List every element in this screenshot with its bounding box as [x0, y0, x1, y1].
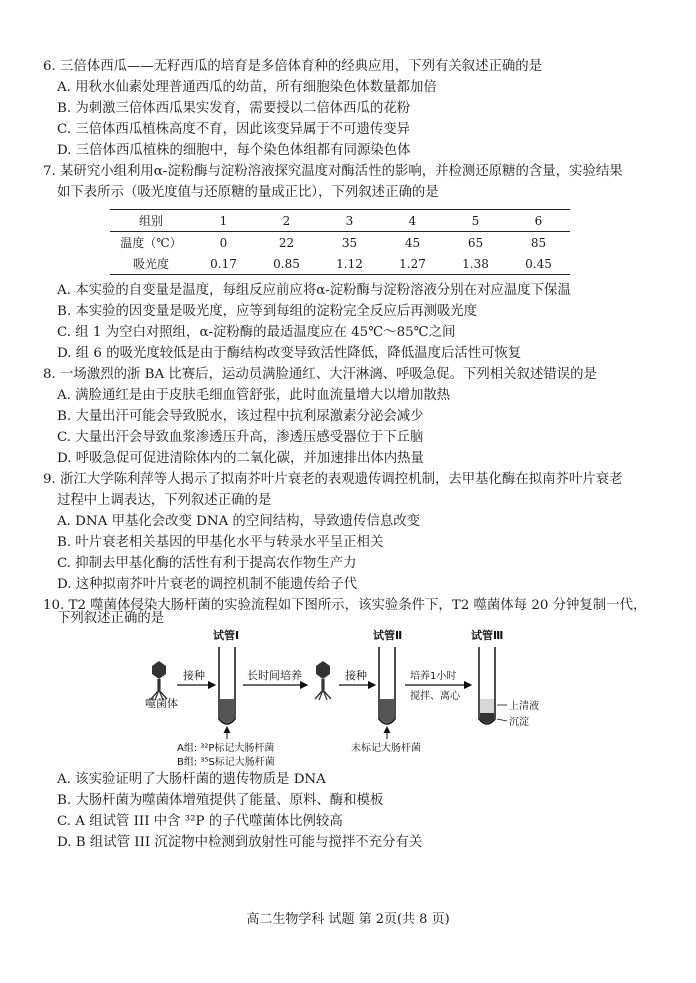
- q7-option-c: C. 组 1 为空白对照组，α-淀粉酶的最适温度应在 45℃～85℃之间: [57, 325, 456, 340]
- phage-icon: [151, 661, 167, 700]
- q9-option-b: B. 叶片衰老相关基因的甲基化水平与转录水平呈正相关: [57, 535, 384, 550]
- table-cell: 4: [381, 210, 444, 232]
- q8-option-b: B. 大量出汗可能会导致脱水，该过程中抗利尿激素分泌会减少: [57, 409, 424, 424]
- step-inoculate-2: 接种: [345, 669, 367, 682]
- q6-option-a: A. 用秋水仙素处理普通西瓜的幼苗，所有细胞染色体数量都加倍: [57, 80, 437, 95]
- q10-option-a: A. 该实验证明了大肠杆菌的遗传物质是 DNA: [57, 772, 326, 787]
- table-cell: 45: [404, 235, 421, 250]
- table-row: [110, 253, 570, 275]
- table-cell: 1: [192, 210, 255, 232]
- q7-option-d: D. 组 6 的吸光度较低是由于酶结构改变导致活性降低，降低温度后活性可恢复: [57, 346, 522, 361]
- q8-option-d: D. 呼吸急促可促进清除体内的二氧化碳，并加速排出体内热量: [57, 451, 424, 466]
- table-cell: 1.27: [381, 253, 444, 275]
- table-cell: 3: [318, 210, 381, 232]
- table-row-label: 温度（℃）: [120, 236, 182, 250]
- q7-option-b: B. 本实验的因变量是吸光度，应等到每组的淀粉完全反应后再测吸光度: [57, 304, 478, 319]
- table-cell: 1.38: [444, 253, 507, 275]
- tube2-label: 试管Ⅱ: [373, 629, 403, 642]
- table-cell: 6: [507, 210, 570, 232]
- phage-icon: [315, 661, 331, 700]
- q9-option-c: C. 抑制去甲基化酶的活性有利于提高农作物生产力: [57, 556, 357, 571]
- step-stir: 搅拌、离心: [410, 691, 460, 702]
- unlabeled-ecoli-label: 未标记大肠杆菌: [351, 743, 421, 754]
- q9-stem-line2: 过程中上调表达，下列叙述正确的是: [57, 493, 272, 508]
- q7-option-a: A. 本实验的自变量是温度，每组反应前应将α-淀粉酶与淀粉溶液分别在对应温度下保温: [57, 283, 571, 298]
- q9-option-d: D. 这种拟南芥叶片衰老的调控机制不能遗传给子代: [57, 577, 357, 592]
- table-cell: 35: [341, 235, 358, 250]
- table-row: [110, 210, 570, 232]
- q6-option-c: C. 三倍体西瓜植株高度不育，因此该变异属于不可遗传变异: [57, 122, 411, 137]
- sediment-label: 沉淀: [509, 717, 529, 728]
- q10-stem-line1: 10. T2 噬菌体侵染大肠杆菌的实验流程如下图所示，该实验条件下，T2 噬菌体每 20 分钟复制一代，: [43, 598, 647, 613]
- q8-option-c: C. 大量出汗会导致血浆渗透压升高，渗透压感受器位于下丘脑: [57, 430, 424, 445]
- table-cell: 1.12: [318, 253, 381, 275]
- test-tube-1: [219, 647, 235, 724]
- q7-stem-line2: 如下表所示（吸光度值与还原糖的量成正比），下列叙述正确的是: [57, 185, 439, 200]
- table-cell: 65: [467, 235, 484, 250]
- tube3-label: 试管Ⅲ: [471, 629, 504, 642]
- page-footer: 高二生物学科 试题 第 2页(共 8 页): [246, 912, 450, 927]
- q8-option-a: A. 满脸通红是由于皮肤毛细血管舒张，此时血流量增大以增加散热: [57, 388, 451, 403]
- q9-stem-line1: 9. 浙江大学陈利萍等人揭示了拟南芥叶片衰老的表观遗传调控机制，去甲基化酶在拟南芥叶片衰老: [43, 472, 623, 487]
- test-tube-2: [379, 647, 395, 724]
- q7-stem-line1: 7. 某研究小组利用α-淀粉酶与淀粉溶液探究温度对酶活性的影响，并检测还原糖的含量，实验结果: [43, 164, 623, 179]
- experiment-table: [110, 209, 570, 275]
- table-cell: 0.45: [507, 253, 570, 275]
- table-row-label: 组别: [110, 210, 192, 232]
- q6-stem: 6. 三倍体西瓜——无籽西瓜的培育是多倍体育种的经典应用，下列有关叙述正确的是: [43, 59, 543, 74]
- table-cell: 0.17: [192, 253, 255, 275]
- table-cell: 2: [255, 210, 318, 232]
- q10-option-d: D. B 组试管 III 沉淀物中检测到放射性可能与搅拌不充分有关: [57, 835, 423, 850]
- step-incubate: 培养1小时: [410, 671, 457, 682]
- table-cell: 22: [278, 235, 295, 250]
- step-culture: 长时间培养: [247, 669, 302, 682]
- q10-option-c: C. A 组试管 III 中含 ³²P 的子代噬菌体比例较高: [57, 814, 343, 829]
- group-a-label: A组: ³²P标记大肠杆菌: [177, 743, 275, 754]
- q8-stem: 8. 一场激烈的浙 BA 比赛后，运动员满脸通红、大汗淋漓、呼吸急促。下列相关叙述错误的是: [43, 367, 597, 382]
- table-cell: 0.85: [255, 253, 318, 275]
- group-b-label: B组: ³⁵S标记大肠杆菌: [177, 757, 275, 768]
- test-tube-3: [479, 647, 495, 724]
- table-row: [110, 232, 570, 254]
- table-cell: 0: [219, 235, 228, 250]
- table-cell: 5: [444, 210, 507, 232]
- tube1-label: 试管Ⅰ: [213, 629, 240, 642]
- phage-label: 噬菌体: [145, 697, 178, 710]
- phage-experiment-diagram: [135, 627, 555, 769]
- step-inoculate-1: 接种: [183, 669, 205, 682]
- q6-option-b: B. 为刺激三倍体西瓜果实发育，需要授以二倍体西瓜的花粉: [57, 101, 411, 116]
- supernatant-label: 上清液: [509, 701, 539, 712]
- table-cell: 85: [530, 235, 547, 250]
- q9-option-a: A. DNA 甲基化会改变 DNA 的空间结构，导致遗传信息改变: [57, 514, 421, 529]
- table-row-label: 吸光度: [110, 253, 192, 275]
- q6-option-d: D. 三倍体西瓜植株的细胞中，每个染色体组都有同源染色体: [57, 143, 411, 158]
- q10-option-b: B. 大肠杆菌为噬菌体增殖提供了能量、原料、酶和模板: [57, 793, 384, 808]
- q10-stem-line2: 下列叙述正确的是: [57, 611, 165, 626]
